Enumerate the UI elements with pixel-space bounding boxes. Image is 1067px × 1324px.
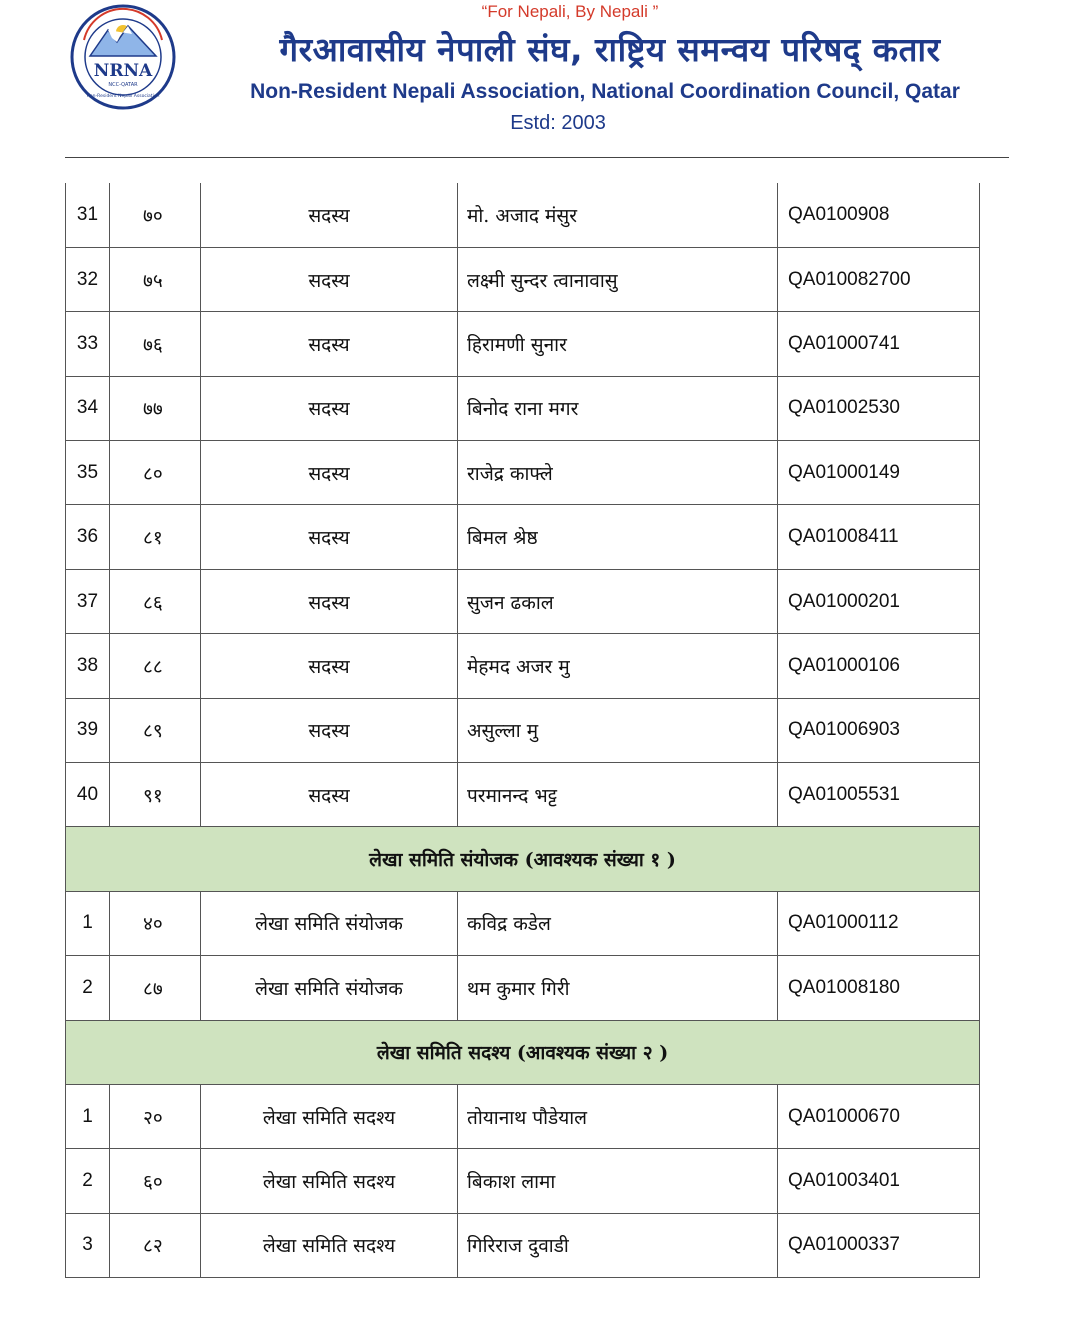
tagline: “For Nepali, By Nepali ” bbox=[481, 2, 659, 21]
table-row bbox=[66, 956, 980, 1020]
membership-id-cell: QA01002530 bbox=[778, 376, 980, 440]
logo-text: NRNA bbox=[93, 61, 153, 81]
post-cell: सदस्य bbox=[201, 634, 458, 698]
candidate-number-cell: ८६ bbox=[110, 569, 201, 633]
candidate-number-cell: ८७ bbox=[110, 956, 201, 1020]
serial-number-cell: 38 bbox=[66, 634, 110, 698]
logo-ring-text: Non-Resident Nepali Association bbox=[86, 94, 160, 99]
post-cell: सदस्य bbox=[201, 441, 458, 505]
table-row bbox=[66, 1084, 980, 1148]
candidate-number-cell: ७६ bbox=[110, 312, 201, 376]
post-cell: सदस्य bbox=[201, 183, 458, 247]
table-row bbox=[66, 441, 980, 505]
serial-number-cell: 33 bbox=[66, 312, 110, 376]
serial-number-cell: 39 bbox=[66, 698, 110, 762]
post-cell: लेखा समिति सदश्य bbox=[201, 1213, 458, 1277]
table-row bbox=[66, 312, 980, 376]
name-cell: हिरामणी सुनार bbox=[458, 312, 778, 376]
letterhead bbox=[0, 0, 1067, 160]
name-cell: कविद्र कडेल bbox=[458, 891, 778, 955]
table-row bbox=[66, 1213, 980, 1277]
serial-number-cell: 1 bbox=[66, 1084, 110, 1148]
post-cell: लेखा समिति सदश्य bbox=[201, 1084, 458, 1148]
serial-number-cell: 37 bbox=[66, 569, 110, 633]
candidate-number-cell: ८९ bbox=[110, 698, 201, 762]
title-nepali: गैरआवासीय नेपाली संघ, राष्ट्रिय समन्वय परिषद्‌ कतार bbox=[279, 30, 941, 69]
post-cell: सदस्य bbox=[201, 247, 458, 311]
table-row bbox=[66, 569, 980, 633]
title-english: Non-Resident Nepali Association, National Coordination Council, Qatar bbox=[250, 80, 960, 103]
table-row bbox=[66, 763, 980, 827]
membership-id-cell: QA01000106 bbox=[778, 634, 980, 698]
post-cell: सदस्य bbox=[201, 376, 458, 440]
header-divider bbox=[65, 157, 1009, 158]
candidate-table bbox=[65, 183, 980, 1278]
table-row bbox=[66, 183, 980, 247]
post-cell: सदस्य bbox=[201, 763, 458, 827]
serial-number-cell: 40 bbox=[66, 763, 110, 827]
membership-id-cell: QA01000741 bbox=[778, 312, 980, 376]
name-cell: राजेद्र काफ्ले bbox=[458, 441, 778, 505]
candidate-number-cell: ७७ bbox=[110, 376, 201, 440]
post-cell: लेखा समिति संयोजक bbox=[201, 956, 458, 1020]
table-row bbox=[66, 247, 980, 311]
serial-number-cell: 35 bbox=[66, 441, 110, 505]
table-row bbox=[66, 376, 980, 440]
membership-id-cell: QA01003401 bbox=[778, 1149, 980, 1213]
section-title: लेखा समिति सदश्य (आवश्यक संख्या २ ) bbox=[66, 1020, 980, 1084]
candidate-number-cell: ७० bbox=[110, 183, 201, 247]
membership-id-cell: QA01008180 bbox=[778, 956, 980, 1020]
name-cell: बिनोद राना मगर bbox=[458, 376, 778, 440]
candidate-number-cell: ७५ bbox=[110, 247, 201, 311]
section-title: लेखा समिति संयोजक (आवश्यक संख्या १ ) bbox=[66, 827, 980, 891]
table-row bbox=[66, 891, 980, 955]
serial-number-cell: 2 bbox=[66, 956, 110, 1020]
membership-id-cell: QA0100908 bbox=[778, 183, 980, 247]
section-header-row bbox=[66, 1020, 980, 1084]
name-cell: मेहमद अजर मु bbox=[458, 634, 778, 698]
candidate-number-cell: २० bbox=[110, 1084, 201, 1148]
post-cell: सदस्य bbox=[201, 505, 458, 569]
name-cell: तोयानाथ पौडेयाल bbox=[458, 1084, 778, 1148]
name-cell: असुल्ला मु bbox=[458, 698, 778, 762]
name-cell: सुजन ढकाल bbox=[458, 569, 778, 633]
serial-number-cell: 34 bbox=[66, 376, 110, 440]
membership-id-cell: QA010082700 bbox=[778, 247, 980, 311]
name-cell: बिमल श्रेष्ठ bbox=[458, 505, 778, 569]
serial-number-cell: 2 bbox=[66, 1149, 110, 1213]
post-cell: लेखा समिति सदश्य bbox=[201, 1149, 458, 1213]
post-cell: लेखा समिति संयोजक bbox=[201, 891, 458, 955]
post-cell: सदस्य bbox=[201, 312, 458, 376]
membership-id-cell: QA01008411 bbox=[778, 505, 980, 569]
name-cell: थम कुमार गिरी bbox=[458, 956, 778, 1020]
serial-number-cell: 36 bbox=[66, 505, 110, 569]
serial-number-cell: 1 bbox=[66, 891, 110, 955]
table-row bbox=[66, 634, 980, 698]
serial-number-cell: 32 bbox=[66, 247, 110, 311]
section-header-row bbox=[66, 827, 980, 891]
serial-number-cell: 31 bbox=[66, 183, 110, 247]
established-year: Estd: 2003 bbox=[510, 112, 606, 134]
name-cell: गिरिराज दुवाडी bbox=[458, 1213, 778, 1277]
candidate-number-cell: ४० bbox=[110, 891, 201, 955]
serial-number-cell: 3 bbox=[66, 1213, 110, 1277]
membership-id-cell: QA01000149 bbox=[778, 441, 980, 505]
candidate-number-cell: ८८ bbox=[110, 634, 201, 698]
name-cell: बिकाश लामा bbox=[458, 1149, 778, 1213]
name-cell: मो. अजाद मंसुर bbox=[458, 183, 778, 247]
candidate-number-cell: ८१ bbox=[110, 505, 201, 569]
table-row bbox=[66, 505, 980, 569]
logo-subtext: NCC-QATAR bbox=[108, 82, 138, 88]
membership-id-cell: QA01000337 bbox=[778, 1213, 980, 1277]
membership-id-cell: QA01000670 bbox=[778, 1084, 980, 1148]
candidate-number-cell: ८२ bbox=[110, 1213, 201, 1277]
membership-id-cell: QA01000201 bbox=[778, 569, 980, 633]
table-row bbox=[66, 1149, 980, 1213]
membership-id-cell: QA01006903 bbox=[778, 698, 980, 762]
membership-id-cell: QA01000112 bbox=[778, 891, 980, 955]
candidate-number-cell: ६० bbox=[110, 1149, 201, 1213]
table-row bbox=[66, 698, 980, 762]
membership-id-cell: QA01005531 bbox=[778, 763, 980, 827]
post-cell: सदस्य bbox=[201, 569, 458, 633]
name-cell: परमानन्द भट्ट bbox=[458, 763, 778, 827]
candidate-number-cell: ८० bbox=[110, 441, 201, 505]
candidate-number-cell: ९१ bbox=[110, 763, 201, 827]
name-cell: लक्ष्मी सुन्दर त्वानावासु bbox=[458, 247, 778, 311]
mountain-logo-icon bbox=[70, 4, 176, 110]
post-cell: सदस्य bbox=[201, 698, 458, 762]
